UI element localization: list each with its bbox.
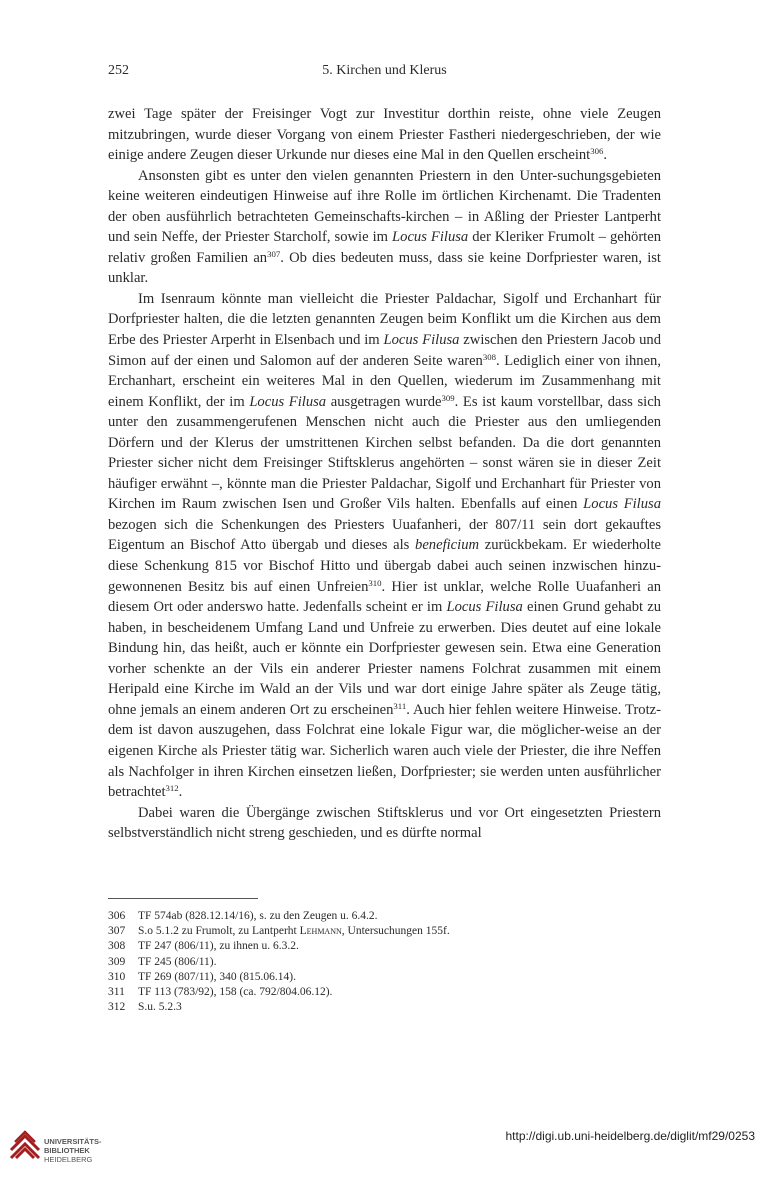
footnote-ref-308[interactable]: 308 (482, 351, 496, 362)
footnote-divider (108, 898, 258, 899)
page-header (108, 63, 661, 83)
footnote-ref-310[interactable]: 310 (368, 577, 382, 588)
running-head: 5. Kirchen und Klerus (322, 63, 447, 78)
paragraph-2: Ansonsten gibt es unter den vielen genannten Priestern in den Unter-suchungsgebieten keine weiteren eindeutigen Hinweise auf ihre Rolle im örtlichen Kirchenamt. Die Tradenten der oben ausführlich betrachteten Gemeinschafts-kirchen – in Aßling der Priester Lantperht und sein Neffe, der Priester Starcholf, sowie im Locus Filusa der Kleriker Frumolt – gehörten relativ großen Familien $an^{307}$. Ob dies bedeuten muss, dass sie keine Dorfpriester waren, ist unklar. (108, 167, 662, 287)
footnote-ref-311[interactable]: 311 (393, 700, 407, 711)
footnote-310: 310 TF 269 (807/11), 340 (815.06.14). (108, 970, 297, 983)
paragraph-3: Im Isenraum könnte man vielleicht die Priester Paldachar, Sigolf und Erchanhart für Dorfpriester halten, die die letzten genannten Zeugen beim Konflikt um die Kirchen aus dem Erbe des Priester Arperht in Elsenbach und im Locus Filusa zwischen den Priestern Jacob und Simon auf der einen und Salomon auf der anderen Seite waren$^{308}$. Lediglich einer von ihnen, Erchanhart, erscheint ein weiteres Mal in den Quellen, wiederum im Zusammenhang mit einem Konflikt, der im Locus Filusa ausgetragen wurde$^{309}$. Es ist kaum vorstellbar, dass sich unter den zusammengerufenen Menschen nicht auch die Priester aus den umliegenden Dörfern und der Klerus der umstrittenen Kirchen selbst befanden. Da die dort genannten Priester sicher nicht dem Freisinger Stiftsklerus angehörten – sonst wären sie in dieser Zeit häufiger erwähnt –, könnte man die Priester Paldachar, Sigolf und Erchanhart für Priester von Kirchen im Raum zwischen Isen und Großer Vils halten. Ebenfalls auf einen Locus Filusa bezogen sich die Schenkungen des Priesters Uuafanheri, der 807/11 sein dort gekauftes Eigentum an Bischof Atto übergab und dieses als beneficium zurückbekam. Er wiederholte diese Schenkung 815 vor Bischof Hitto und übergab dabei auch seinen inzwischen hinzu-gewonnenen Besitz bis auf einen Unfreien$^{310}$. Hier ist unklar, welche Rolle Uuafanheri an diesem Ort oder anderswo hatte. Jedenfalls scheint er im Locus Filusa einen Grund gehabt zu haben, in bescheidenem Umfang Land und Unfreie zu erwerben. Dies deutet auf eine lokale Bindung hin, das heißt, auch er könnte ein Dorfpriester gewesen sein. Etwa eine Generation vorher schenkte an der Vils ein anderer Priester namens Folchrat zusammen mit einem Heripald eine Kirche im Wald an der Vils und war dort einige Jahre später als Zeuge tätig, ohne jemals an einem anderen Ort zu erscheinen$^{311}$. Auch hier fehlen weitere Hinweise. Trotz-dem ist davon auszugehen, dass Folchrat eine lokale Figur war, die möglicher-weise an der eigenen Kirche als Priester tätig war. Sicherlich waren auch viele der Priester, die ihre Neffen als Nachfolger in ihren Kirchen einsetzen ließen, Dorfpriester; sie werden unten ausführlicher betrachtet$^{312}$. (108, 290, 662, 801)
paragraph-1: zwei Tage später der Freisinger Vogt zur Investitur dorthin reiste, ohne viele Zeugen mitzubringen, wurde dieser Vorgang von einem Priester Fastheri niedergeschrieben, der wie einige andere Zeugen dieser Urkunde nur dieses eine Mal in den Quellen erscheint$^{306}$. (108, 106, 661, 164)
footnote-ref-307[interactable]: 307 (267, 248, 281, 259)
footnote-309: 309 TF 245 (806/11). (108, 955, 217, 968)
footnote-307: 307 S.o 5.1.2 zu Frumolt, zu Lantperht Lehmann, Untersuchungen 155f. (108, 925, 450, 938)
university-library-logo-icon (8, 1127, 42, 1161)
page-number: 252 (108, 63, 129, 78)
library-name: UNIVERSITÄTS- BIBLIOTHEK HEIDELBERG (44, 1137, 102, 1164)
page-footer (0, 1121, 765, 1179)
footnote-306: 306 TF 574ab (828.12.14/16), s. zu den Zeugen u. 6.4.2. (108, 910, 378, 922)
footnote-ref-312[interactable]: 312 (165, 782, 179, 793)
footnote-311: 311 TF 113 (783/92), 158 (ca. 792/804.06.12). (108, 986, 333, 999)
footnote-ref-309[interactable]: 309 (441, 392, 455, 403)
main-text (108, 104, 661, 844)
source-url[interactable]: http://digi.ub.uni-heidelberg.de/diglit/mf29/0253 (505, 1129, 755, 1143)
footnote-308: 308 TF 247 (806/11), zu ihnen u. 6.3.2. (108, 940, 299, 953)
paragraph-4: Dabei waren die Übergänge zwischen Stiftsklerus und vor Ort eingesetzten Priestern selbstverständlich nicht streng geschieden, und es dürfte normal (108, 804, 661, 842)
footnote-ref-306[interactable]: 306 (590, 145, 604, 156)
footnotes (108, 909, 661, 1015)
footnote-312: 312 S.u. 5.2.3 (108, 1001, 182, 1014)
